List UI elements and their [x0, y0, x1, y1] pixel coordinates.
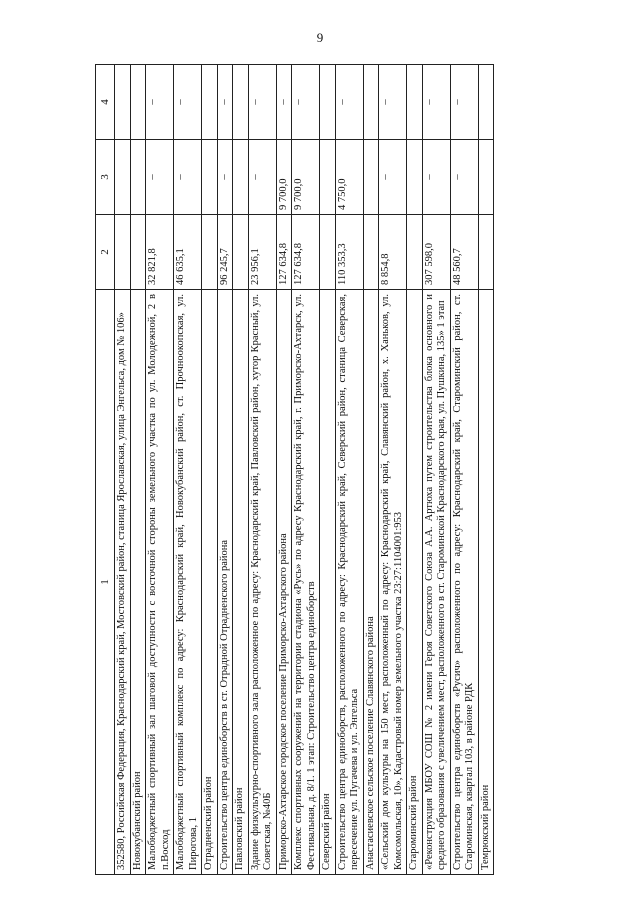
table-row [276, 65, 292, 875]
group-name: Староминский район [407, 290, 423, 875]
object-name: Приморско-Ахтарское городское поселение Приморско-Ахтарского района [276, 290, 292, 875]
object-name: Малобюджетный спортивный зал шаговой доступности с восточной стороны земельного участка по ул. Молодежной, 2 в п.Восход [146, 290, 174, 875]
table-row [217, 65, 233, 875]
empty-cell [363, 215, 379, 290]
table-row [115, 65, 131, 875]
column-header-2: 2 [96, 215, 115, 290]
value-cell-c4: – [335, 65, 363, 140]
empty-cell [478, 65, 494, 140]
empty-cell [363, 65, 379, 140]
empty-cell [202, 65, 218, 140]
empty-cell [407, 140, 423, 215]
group-name: Темрюкский район [478, 290, 494, 875]
value-cell-c2: 127 634,8 [276, 215, 292, 290]
object-name: 352580, Российская Федерация, Краснодарский край, Мостовский район, станица Ярославская, улица Энгельса, дом № 106» [115, 290, 131, 875]
object-name: Здание физкультурно-спортивного зала расположенное по адресу: Краснодарский край, Павловский район, хутор Красный, ул. Советская, №40Б [248, 290, 276, 875]
header-row [96, 65, 115, 875]
object-name: «Сельский дом культуры на 150 мест, расположенный по адресу: Краснодарский край, Славянский район, х. Ханьков, ул. Комсомольская, 10», Кадастровый номер земельного участка 23:27:1104001:953 [379, 290, 407, 875]
page-number: 9 [316, 30, 324, 45]
column-header-3: 3 [96, 140, 115, 215]
table-row [292, 65, 320, 875]
value-cell-c4 [115, 65, 131, 140]
value-cell-c2: 48 560,7 [450, 215, 478, 290]
table-row [335, 65, 363, 875]
table-body [96, 65, 494, 875]
empty-cell [363, 140, 379, 215]
value-cell-c4: – [422, 65, 450, 140]
value-cell-c4: – [146, 65, 174, 140]
empty-cell [130, 140, 146, 215]
table-row [174, 65, 202, 875]
group-name: Анастасиевское сельское поселение Славянского района [363, 290, 379, 875]
value-cell-c3: – [217, 140, 233, 215]
value-cell-c3 [115, 140, 131, 215]
value-cell-c3: – [379, 140, 407, 215]
table-row [450, 65, 478, 875]
group-row [363, 65, 379, 875]
value-cell-c3: 9 700,0 [276, 140, 292, 215]
value-cell-c3: – [422, 140, 450, 215]
object-name: Строительство центра единоборств, расположенного по адресу: Краснодарский край, Северский район, станица Северская, пересечение ул. Пугачева и ул. Энгельса [335, 290, 363, 875]
object-name: Строительство центра единоборств в ст. Отрадной Отрадненского района [217, 290, 233, 875]
group-row [233, 65, 249, 875]
group-name: Северский район [320, 290, 336, 875]
value-cell-c4: – [450, 65, 478, 140]
group-name: Новокубанский район [130, 290, 146, 875]
empty-cell [130, 215, 146, 290]
value-cell-c3: – [248, 140, 276, 215]
value-cell-c2: 8 854,8 [379, 215, 407, 290]
empty-cell [202, 215, 218, 290]
group-row [407, 65, 423, 875]
value-cell-c2: 32 821,8 [146, 215, 174, 290]
group-row [202, 65, 218, 875]
value-cell-c4: – [174, 65, 202, 140]
group-row [478, 65, 494, 875]
value-cell-c3: – [450, 140, 478, 215]
value-cell-c4: – [379, 65, 407, 140]
value-cell-c3: – [174, 140, 202, 215]
empty-cell [233, 140, 249, 215]
empty-cell [320, 140, 336, 215]
table-row [422, 65, 450, 875]
column-header-1: 1 [96, 290, 115, 875]
empty-cell [407, 215, 423, 290]
value-cell-c2: 110 353,3 [335, 215, 363, 290]
value-cell-c2 [115, 215, 131, 290]
empty-cell [320, 215, 336, 290]
empty-cell [130, 65, 146, 140]
object-name: Комплекс спортивных сооружений на территории стадиона «Русь» по адресу Краснодарский край, г. Приморско-Ахтарск, ул. Фестивальная, д. 8/1. 1 этап: Строительство центра единоборств [292, 290, 320, 875]
empty-cell [202, 140, 218, 215]
value-cell-c4: – [217, 65, 233, 140]
object-name: Строительство центра единоборств «Русич» расположенного по адресу: Краснодарский край, Староминский район, ст. Староминская, квартал 103, в районе РДК [450, 290, 478, 875]
group-row [320, 65, 336, 875]
table-row [379, 65, 407, 875]
rotated-table-container [95, 65, 595, 875]
table-row [146, 65, 174, 875]
empty-cell [233, 215, 249, 290]
empty-cell [478, 215, 494, 290]
value-cell-c2: 127 634,8 [292, 215, 320, 290]
value-cell-c3: – [146, 140, 174, 215]
empty-cell [478, 140, 494, 215]
value-cell-c2: 23 956,1 [248, 215, 276, 290]
value-cell-c4: – [276, 65, 292, 140]
value-cell-c3: 4 750,0 [335, 140, 363, 215]
group-row [130, 65, 146, 875]
object-name: «Реконструкция МБОУ СОШ № 2 имени Героя Советского Союза А.А. Артюха путем строительства блока основного и среднего образования с увеличением мест, расположенного в ст. Староминской Краснодарского края, ул. Пушкина, 135» 1 этап [422, 290, 450, 875]
empty-cell [407, 65, 423, 140]
value-cell-c2: 307 598,0 [422, 215, 450, 290]
financing-table [95, 64, 494, 875]
empty-cell [320, 65, 336, 140]
value-cell-c2: 46 635,1 [174, 215, 202, 290]
column-header-4: 4 [96, 65, 115, 140]
table-row [248, 65, 276, 875]
value-cell-c4: – [248, 65, 276, 140]
object-name: Малобюджетный спортивный комплекс по адресу: Краснодарский край, Новокубанский район, ст. Прочноокопская, ул. Пирогова, 1 [174, 290, 202, 875]
value-cell-c2: 96 245,7 [217, 215, 233, 290]
empty-cell [233, 65, 249, 140]
value-cell-c3: 9 700,0 [292, 140, 320, 215]
group-name: Отрадненский район [202, 290, 218, 875]
value-cell-c4: – [292, 65, 320, 140]
group-name: Павловский район [233, 290, 249, 875]
table-wrap [95, 65, 595, 875]
